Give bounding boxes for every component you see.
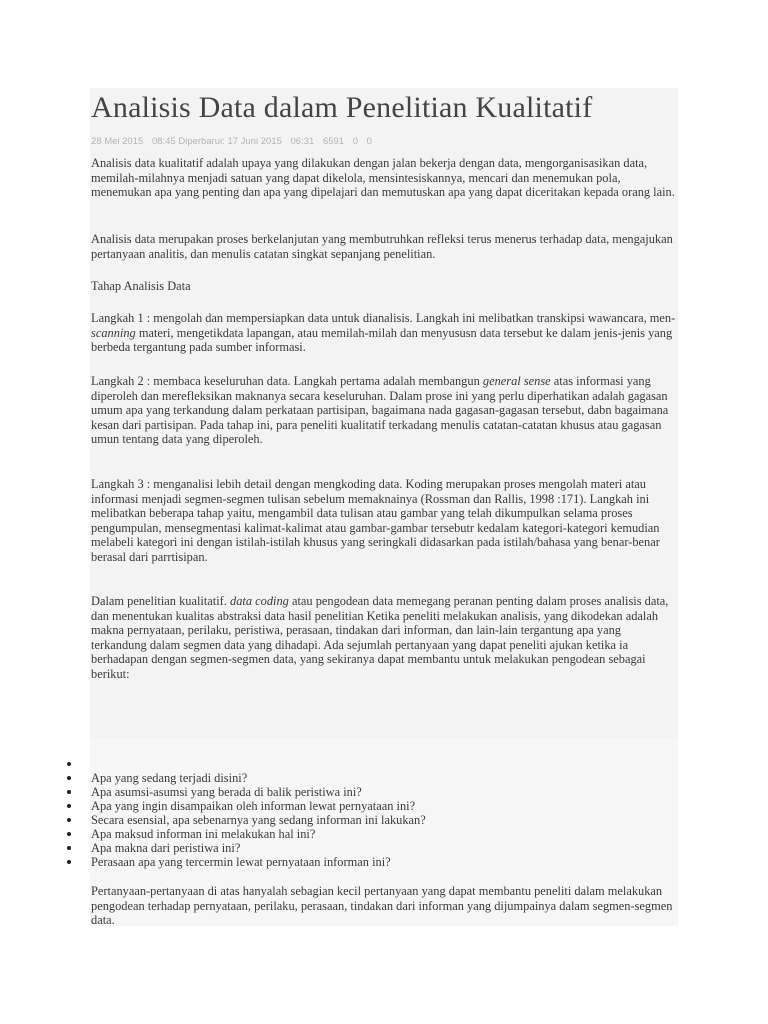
bullet-icon [67, 762, 71, 766]
paragraph-process: Analisis data merupakan proses berkelanjutan yang membutruhkan refleksi terus menerus terhadap data, mengajukan pertanyaan analitis, dan menulis catatan singkat sepanjang penelitian. [91, 232, 673, 261]
paragraph-closing: Pertanyaan-pertanyaan di atas hanyalah sebagian kecil pertanyaan yang dapat membantu peneliti dalam melakukan pengodean terhadap pernyataan, perilaku, perasaan, tindakan dari informan yang dijumpainya dalam segmen-segmen data. [91, 884, 673, 928]
list-item: Apa asumsi-asumsi yang berada di balik peristiwa ini? [64, 785, 664, 799]
question-list [64, 757, 664, 869]
updated-info: 08:45 Diperbarui: 17 Juni 2015 [151, 136, 282, 147]
article-meta [91, 136, 378, 147]
paragraph-intro: Analisis data kualitatif adalah upaya yang dilakukan dengan jalan bekerja dengan data, mengorganisasikan data, memilah-milahnya menjadi satuan yang dapat dikelola, mensintesiskannya, mencari dan menemukan pola, menemukan apa yang penting dan apa yang dipelajari dan memutuskan apa yang dapat diceritakan kepada orang lain. [91, 156, 675, 200]
bullet-icon [67, 846, 71, 850]
list-item: Apa yang ingin disampaikan oleh informan lewat pernyataan ini? [64, 799, 664, 813]
stat-count-3: 0 [366, 136, 372, 147]
publish-date: 28 Mei 2015 [91, 136, 144, 147]
section-heading: Tahap Analisis Data [91, 279, 191, 293]
list-item: Perasaan apa yang tercermin lewat pernyataan informan ini? [64, 855, 664, 869]
view-count: 6591 [322, 136, 345, 147]
paragraph-step-1: Langkah 1 : mengolah dan mempersiapkan data untuk dianalisis. Langkah ini melibatkan transkipsi wawancara, men-scanning materi, mengetikdata lapangan, atau memilah-milah dan menyususn data tersebut ke dalam jenis-jenis yang berbeda tergantung pada sumber informasi. [91, 311, 676, 355]
bullet-icon [67, 776, 71, 780]
page-title: Analisis Data dalam Penelitian Kualitatif [91, 91, 593, 124]
paragraph-data-coding: Dalam penelitian kualitatif. data coding atau pengodean data memegang peranan penting dalam proses analisis data, dan menentukan kualitas abstraksi data hasil penelitian Ketika peneliti melakukan analisis, yang dikodekan adalah makna pernyataan, perilaku, peristiwa, perasaan, tindakan dari informan, dan lain-lain tergantung apa yang terkandung dalam segmen data yang dihadapi. Ada sejumlah pertanyaan yang dapat peneliti ajukan ketika ia berhadapan dengan segmen-segmen data, yang sekiranya dapat membantu untuk melakukan pengodean sebagai berikut: [91, 594, 669, 681]
bullet-icon [67, 790, 71, 794]
stat-count-2: 0 [352, 136, 359, 147]
bullet-icon [67, 832, 71, 836]
list-item: Apa yang sedang terjadi disini? [64, 771, 664, 785]
bullet-icon [67, 860, 71, 864]
list-item: Apa makna dari peristiwa ini? [64, 841, 664, 855]
list-item [64, 757, 664, 771]
paragraph-step-3: Langkah 3 : menganalisi lebih detail dengan mengkoding data. Koding merupakan proses mengolah materi atau informasi menjadi segmen-segmen tulisan sebelum memaknainya (Rossman dan Rallis, 1998 :171). Langkah ini melibatkan beberapa tahap yaitu, mengambil data tulisan atau gambar yang telah dikumpulkan selama proses pengumpulan, mensegmentasi kalimat-kalimat atau gambar-gambar tersebutr kedalam kategori-kategori kemudian melabeli kategori ini dengan istilah-istilah khusus yang seringkali didasarkan pada istilah/bahasa yang benar-benar berasal dari parrtisipan. [91, 477, 660, 564]
bullet-icon [67, 818, 71, 822]
bullet-icon [67, 804, 71, 808]
paragraph-step-2: Langkah 2 : membaca keseluruhan data. Langkah pertama adalah membangun general sense atas informasi yang diperoleh dan merefleksikan maknanya secara keseluruhan. Dalam prose ini yang perlu diperhatikan adalah gagasan umum apa yang terkandung dalam perkataan partisipan, bagaimana nada gagasan-gagasan tersebut, dabn bagaimana kesan dari partisipan. Pada tahap ini, para peneliti kualitatif terkadang menulis catatan-catatan khusus atau gagasan umun tentang data yang diperoleh. [91, 374, 669, 447]
list-item: Apa maksud informan ini melakukan hal ini? [64, 827, 664, 841]
list-item: Secara esensial, apa sebenarnya yang sedang informan ini lakukan? [64, 813, 664, 827]
updated-time: 06:31 [290, 136, 315, 147]
